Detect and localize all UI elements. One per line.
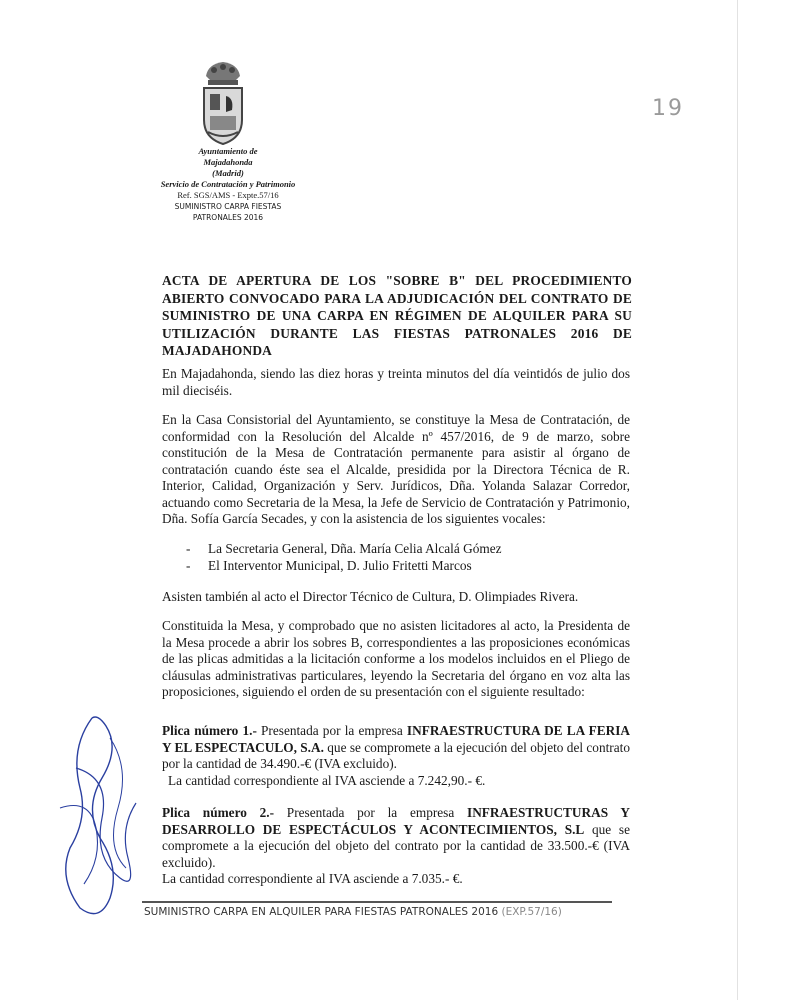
page-edge-divider <box>737 0 738 1000</box>
vocal-text: El Interventor Municipal, D. Julio Fritetti Marcos <box>208 558 472 573</box>
plica-label: Plica número 2.- <box>162 805 275 820</box>
plica-company: INFRAESTRUCTURA DE LA FERIA Y EL ESPECTACULO, S.A. <box>162 723 630 755</box>
signature-icon <box>40 708 150 928</box>
vocales-list <box>186 540 626 574</box>
plica-intro: Presentada por la empresa <box>256 723 407 738</box>
paragraph-apertura: Constituida la Mesa, y comprobado que no asisten licitadores al acto, la Presidenta de la Mesa procede a abrir los sobres B, correspondientes a las proposiciones económicas de las plicas admitidas a la licitación conforme a los modelos incluidos en el Pliego de cláusulas administrativas particulares, leyendo la Secretaria del órgano en voz alta las proposiciones, siguiendo el orden de su presentación con el siguiente resultado: <box>162 618 630 699</box>
footer-expediente: (EXP.57/16) <box>501 906 562 918</box>
letterhead-ref: Ref. SGS/AMS - Expte.57/16 <box>177 190 279 200</box>
letterhead-subject: PATRONALES 2016 <box>192 213 264 222</box>
letterhead-line: (Madrid) <box>212 168 244 178</box>
vocal-text: La Secretaria General, Dña. María Celia Alcalá Gómez <box>208 541 502 556</box>
page-number: 19 <box>652 96 684 121</box>
document-title: ACTA DE APERTURA DE LOS "SOBRE B" DEL PROCEDIMIENTO ABIERTO CONVOCADO PARA LA ADJUDICACIÓN DEL CONTRATO DE SUMINISTRO DE UNA CARPA EN RÉGIMEN DE ALQUILER PARA SU UTILIZACIÓN DURANTE LAS FIESTAS PATRONALES 2016 DE MAJADAHONDA <box>162 273 632 358</box>
plica-intro: Presentada por la empresa <box>274 805 468 820</box>
plica-text: que se compromete a la ejecución del objeto del contrato por la cantidad de 34.490.-€ (IVA excluido). <box>162 739 630 771</box>
plica-company: INFRAESTRUCTURAS Y DESARROLLO DE ESPECTÁCULOS Y ACONTECIMIENTOS, S.L <box>162 805 630 837</box>
letterhead-line: Majadahonda <box>203 157 253 167</box>
plica-iva: La cantidad correspondiente al IVA asciende a 7.242,90.- €. <box>168 772 486 788</box>
list-item: - La Secretaria General, Dña. María Celia Alcalá Gómez <box>186 541 502 556</box>
footer-divider <box>142 901 612 903</box>
plica-1 <box>162 723 630 789</box>
letterhead-line: Servicio de Contratación y Patrimonio <box>160 179 296 189</box>
paragraph-mesa: En la Casa Consistorial del Ayuntamiento, se constituye la Mesa de Contratación, de conformidad con la Resolución del Alcalde nº 457/2016, de 9 de marzo, sobre constitución de la Mesa de Contratación permanente para asistir al órgano de contratación cuando éste sea el Alcalde, presidida por la Directora Técnica de R. Interior, Calidad, Organización y Serv. Jurídicos, Dña. Yolanda Salazar Corredor, actuando como Secretaria de la Mesa, la Jefe de Servicio de Contratación y Patrimonio, Dña. Sofía García Secades, y con la asistencia de los siguientes vocales: <box>162 412 630 526</box>
plica-label: Plica número 1.- <box>162 723 257 738</box>
list-item: - El Interventor Municipal, D. Julio Fritetti Marcos <box>186 558 472 573</box>
paragraph-date: En Majadahonda, siendo las diez horas y treinta minutos del día veintidós de julio dos mil dieciséis. <box>162 366 630 398</box>
plica-2 <box>162 805 630 888</box>
letterhead-subject: SUMINISTRO CARPA FIESTAS <box>174 202 282 211</box>
plica-iva: La cantidad correspondiente al IVA asciende a 7.035.- €. <box>162 871 463 886</box>
letterhead-line: Ayuntamiento de <box>198 146 258 156</box>
footer-text: SUMINISTRO CARPA EN ALQUILER PARA FIESTAS PATRONALES 2016 <box>144 906 499 918</box>
paragraph-asistentes: Asisten también al acto el Director Técnico de Cultura, D. Olimpiades Rivera. <box>162 589 579 604</box>
letterhead <box>140 146 316 223</box>
page-footer <box>144 906 614 918</box>
plica-text: que se compromete a la ejecución del objeto del contrato por la cantidad de 33.500.-€ (IVA excluido). <box>162 821 630 870</box>
coat-of-arms-icon <box>196 58 250 148</box>
